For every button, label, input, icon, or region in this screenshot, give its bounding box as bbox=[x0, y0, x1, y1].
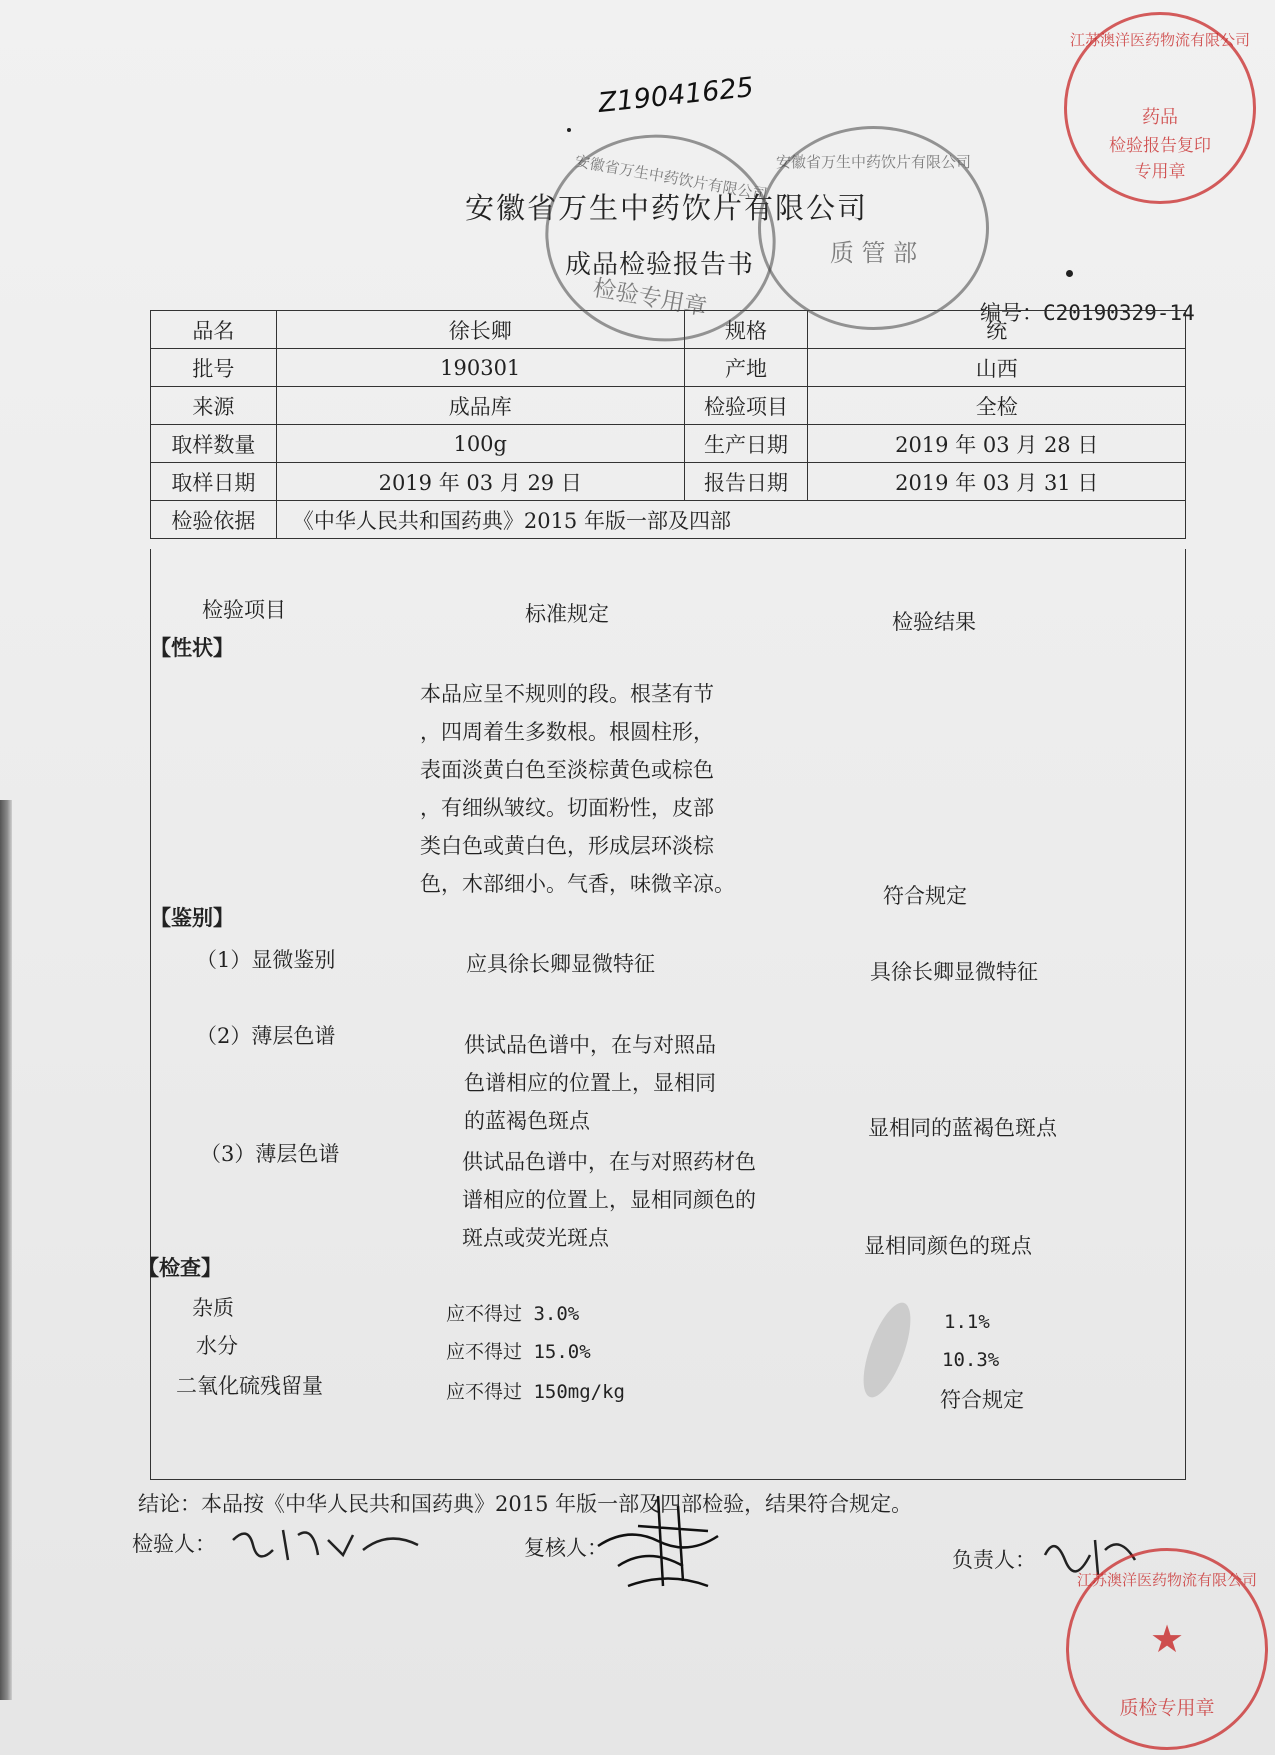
field-value: 190301 bbox=[276, 349, 684, 387]
jiancha-item-standard: 应不得过 3.0% bbox=[446, 1303, 580, 1325]
xingzhuang-result: 符合规定 bbox=[883, 884, 967, 908]
header-row bbox=[151, 463, 1186, 501]
jianbie-item-standard: 供试品色谱中，在与对照药材色 bbox=[462, 1150, 756, 1174]
field-value: 统 bbox=[808, 311, 1186, 349]
header-row bbox=[151, 425, 1186, 463]
standard-line: 类白色或黄白色，形成层环淡棕 bbox=[420, 834, 714, 858]
red-stamp-bottom: 江苏澳洋医药物流有限公司 ★ 质检专用章 bbox=[1066, 1548, 1268, 1750]
jianbie-item-standard: 应具徐长卿显微特征 bbox=[466, 952, 655, 976]
jianbie-item-standard: 斑点或荧光斑点 bbox=[462, 1226, 609, 1250]
jianbie-item-result: 显相同颜色的斑点 bbox=[864, 1234, 1032, 1258]
scan-edge bbox=[0, 800, 12, 1700]
company-title: 安徽省万生中药饮片有限公司 bbox=[465, 191, 869, 225]
field-label: 生产日期 bbox=[684, 425, 808, 463]
basis-label: 检验依据 bbox=[151, 501, 277, 539]
jianbie-item-standard: 色谱相应的位置上，显相同 bbox=[464, 1071, 716, 1095]
jiancha-item-standard: 应不得过 15.0% bbox=[446, 1341, 591, 1363]
inspector-signature bbox=[228, 1520, 428, 1570]
report-number: 编号：C20190329-14 bbox=[980, 301, 1195, 325]
gray-stamp-inspection: 安徽省万生中药饮片有限公司 检验专用章 bbox=[529, 117, 792, 360]
reviewer-label: 复核人： bbox=[524, 1536, 608, 1560]
jianbie-item-name: （1）显微鉴别 bbox=[196, 948, 336, 972]
header-table bbox=[150, 310, 1186, 539]
jianbie-item-name: （2）薄层色谱 bbox=[196, 1024, 336, 1048]
standard-line: 表面淡黄白色至淡棕黄色或棕色 bbox=[420, 758, 714, 782]
inspector-label: 检验人： bbox=[132, 1532, 216, 1556]
field-label: 来源 bbox=[151, 387, 277, 425]
standard-line: 本品应呈不规则的段。根茎有节 bbox=[420, 682, 714, 706]
jiancha-item-name: 二氧化硫残留量 bbox=[176, 1374, 323, 1398]
jiancha-item-name: 杂质 bbox=[192, 1296, 234, 1320]
field-value: 2019 年 03 月 31 日 bbox=[808, 463, 1186, 501]
report-title: 成品检验报告书 bbox=[565, 250, 755, 280]
field-label: 规格 bbox=[684, 311, 808, 349]
header-row bbox=[151, 349, 1186, 387]
reviewer-signature bbox=[588, 1486, 738, 1596]
field-value: 全检 bbox=[808, 387, 1186, 425]
section-title-jianbie: 【鉴别】 bbox=[150, 905, 234, 930]
section-title-jiancha: 【检查】 bbox=[138, 1255, 222, 1280]
field-label: 取样数量 bbox=[151, 425, 277, 463]
field-label: 检验项目 bbox=[684, 387, 808, 425]
field-value: 2019 年 03 月 28 日 bbox=[808, 425, 1186, 463]
standard-line: ，四周着生多数根。根圆柱形， bbox=[420, 720, 714, 744]
handwritten-code: Z19041625 bbox=[596, 71, 756, 120]
col-header-result: 检验结果 bbox=[892, 610, 976, 634]
scan-mark bbox=[1066, 270, 1073, 277]
jianbie-item-standard: 的蓝褐色斑点 bbox=[464, 1109, 590, 1133]
col-header-item: 检验项目 bbox=[202, 598, 286, 622]
jiancha-item-result: 10.3% bbox=[942, 1349, 1000, 1371]
field-label: 取样日期 bbox=[151, 463, 277, 501]
standard-line: 色，木部细小。气香，味微辛凉。 bbox=[420, 872, 735, 896]
scan-mark bbox=[567, 128, 571, 132]
jiancha-item-result: 1.1% bbox=[944, 1311, 990, 1333]
field-value: 徐长卿 bbox=[276, 311, 684, 349]
jianbie-item-standard: 谱相应的位置上，显相同颜色的 bbox=[462, 1188, 756, 1212]
jiancha-item-standard: 应不得过 150mg/kg bbox=[446, 1381, 625, 1403]
conclusion: 结论：本品按《中华人民共和国药典》2015 年版一部及四部检验，结果符合规定。 bbox=[138, 1492, 913, 1516]
jianbie-item-standard: 供试品色谱中，在与对照品 bbox=[464, 1033, 716, 1057]
jianbie-item-result: 具徐长卿显微特征 bbox=[870, 960, 1038, 984]
field-value: 成品库 bbox=[276, 387, 684, 425]
field-label: 品名 bbox=[151, 311, 277, 349]
basis-value: 《中华人民共和国药典》2015 年版一部及四部 bbox=[276, 501, 1185, 539]
jiancha-item-result: 符合规定 bbox=[940, 1388, 1024, 1412]
field-label: 报告日期 bbox=[684, 463, 808, 501]
field-label: 批号 bbox=[151, 349, 277, 387]
gray-stamp-quality: 安徽省万生中药饮片有限公司 质 管 部 bbox=[758, 126, 989, 330]
field-value: 山西 bbox=[808, 349, 1186, 387]
field-label: 产地 bbox=[684, 349, 808, 387]
jianbie-item-result: 显相同的蓝褐色斑点 bbox=[868, 1116, 1057, 1140]
responsible-label: 负责人： bbox=[952, 1548, 1036, 1572]
field-value: 2019 年 03 月 29 日 bbox=[276, 463, 684, 501]
section-title-xingzhuang: 【性状】 bbox=[150, 635, 234, 660]
field-value: 100g bbox=[276, 425, 684, 463]
standard-line: ，有细纵皱纹。切面粉性，皮部 bbox=[420, 796, 714, 820]
jianbie-item-name: （3）薄层色谱 bbox=[200, 1142, 340, 1166]
basis-row bbox=[151, 501, 1186, 539]
jiancha-item-name: 水分 bbox=[196, 1334, 238, 1358]
header-row bbox=[151, 387, 1186, 425]
col-header-standard: 标准规定 bbox=[525, 602, 609, 626]
red-stamp-top: 江苏澳洋医药物流有限公司 药品 检验报告复印 专用章 bbox=[1064, 12, 1256, 204]
